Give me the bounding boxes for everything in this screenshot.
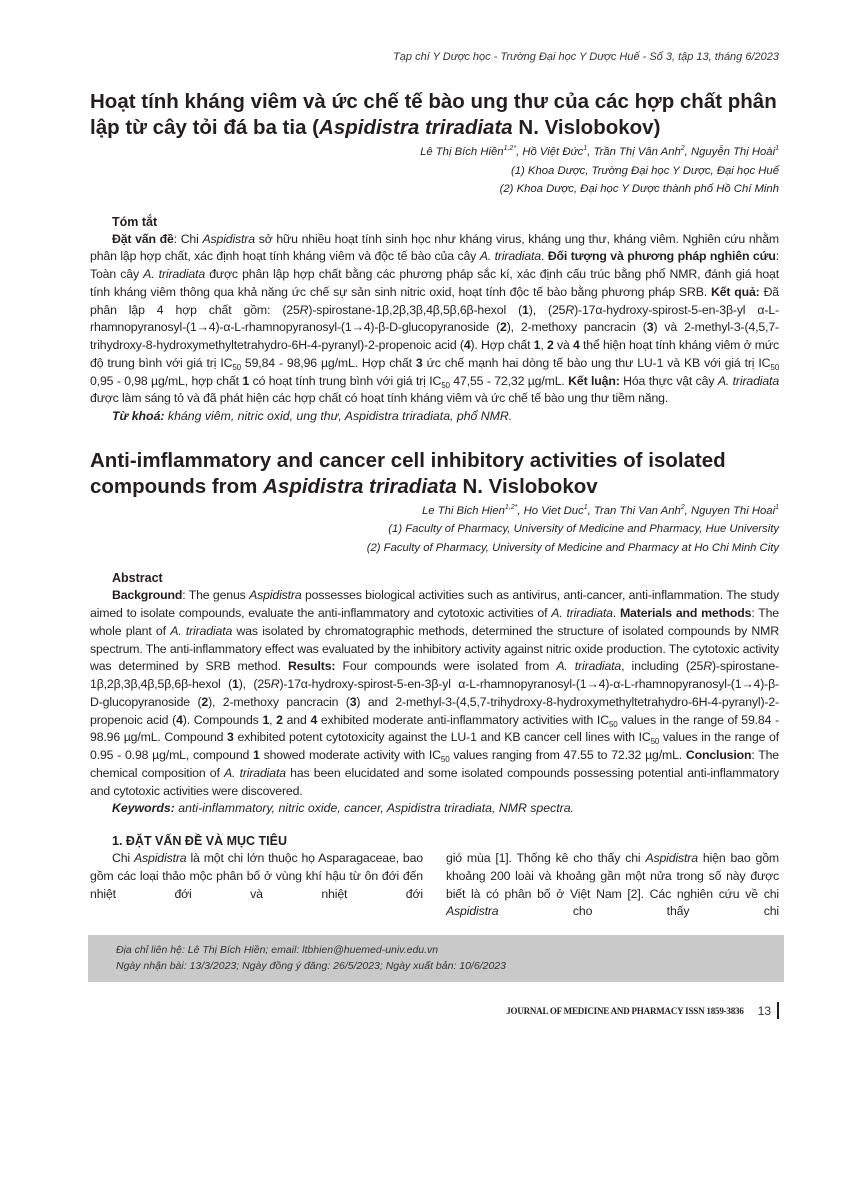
vn-abstract-text — [90, 231, 779, 409]
text-run: 47,55 - 72,32 µg/mL. — [449, 373, 569, 388]
section-heading: 1. ĐẶT VẤN ĐỀ VÀ MỤC TIÊU — [112, 834, 288, 848]
text-run: A. triradiata — [143, 267, 206, 281]
text-run: N. Vislobokov) — [512, 116, 661, 139]
en-abstract-section — [90, 569, 779, 818]
text-run: : Chi — [173, 231, 203, 246]
text-run: 1 — [232, 677, 239, 691]
text-run: Keywords: — [112, 801, 175, 816]
vn-abstract-section — [90, 213, 779, 426]
text-run: R — [565, 302, 575, 317]
text-run: Aspidistra triradiata — [263, 474, 457, 498]
text-run: ức chế mạnh hai dòng tế bào ung thư LU-1 và KB với giá trị IC — [422, 355, 771, 370]
text-run: Đã phân lập 4 hợp chất gồm: (25 — [90, 284, 779, 317]
text-run: N. Vislobokov — [456, 474, 598, 498]
text-run: Aspidistra triradiata — [319, 116, 513, 139]
text-run: 50 — [440, 755, 450, 764]
body-column-right — [446, 832, 779, 921]
dates-line: Ngày nhận bài: 13/3/2023; Ngày đồng ý đăng: 26/5/2023; Ngày xuất bản: 10/6/2023 — [116, 960, 506, 972]
vn-authors-block — [90, 143, 779, 199]
text-run: 1,2* — [504, 503, 518, 511]
vn-affiliation-1: (1) Khoa Dược, Trường Đại học Y Dược, Đại học Huế — [510, 164, 779, 177]
text-run: được phân lập hợp chất bằng các phương pháp sắc kí, xác định cấu trúc bằng phổ NMR, đánh giá hoạt tính kháng viêm thông qua khả năng ức chế sự sản sinh nitric oxid, hoạt tính độc tế bào bằng phương pháp SRB. — [90, 267, 779, 299]
text-run: 50 — [608, 719, 618, 729]
vn-title — [90, 89, 779, 141]
text-run: 3 — [227, 730, 234, 745]
text-run: 0,95 - 0,98 µg/mL, hợp chất — [90, 373, 243, 388]
text-run: 4 — [310, 712, 318, 727]
text-run: 1 — [583, 503, 588, 511]
text-run: showed moderate activity with IC — [259, 748, 441, 762]
text-run: 1 — [522, 302, 529, 317]
text-run: ). Hợp chất — [470, 338, 534, 352]
contact-info-box — [88, 935, 784, 982]
text-run: , Nguyen Thi Hoai — [684, 504, 776, 517]
en-keywords — [90, 800, 779, 818]
en-abstract-heading: Abstract — [112, 571, 163, 586]
text-run: Kết luận: — [568, 373, 620, 388]
text-run: 4 — [573, 338, 580, 352]
text-run: R — [299, 302, 309, 317]
text-run: . — [612, 606, 620, 620]
text-run: Le Thi Bich Hien — [422, 504, 505, 517]
text-run: 3 — [646, 320, 654, 335]
text-run: : Toàn cây — [90, 249, 779, 281]
contact-line: Địa chỉ liên hệ: Lê Thị Bích Hiền; email: ltbhien@huemed-univ.edu.vn — [116, 944, 439, 956]
text-run: values in the range of 0.95 - 0.98 µg/mL, compound — [90, 730, 779, 762]
text-run: 1 — [775, 503, 779, 511]
text-run: 50 — [650, 737, 660, 747]
en-abstract-text — [90, 587, 779, 800]
text-run: 1 — [583, 145, 588, 153]
text-run: Aspidistra — [249, 588, 302, 603]
text-run: sở hữu nhiều hoạt tính sinh học như kháng virus, kháng ung thư, kháng viêm. Nghiên cứu nhằm phân lập hợp chất, xác định hoạt tính kháng viêm và độc tế bào của cây — [90, 231, 779, 264]
text-run: possesses biological activities such as antivirus, anti-cancer, anti-inflammation. The study aimed to isolate compounds, evaluate the anti-inflammatory and cytotoxic activities of — [90, 588, 779, 620]
en-affiliation-2: (2) Faculty of Pharmacy, University of Medicine and Pharmacy at Ho Chi Minh City — [366, 541, 779, 554]
text-run: 2 — [201, 694, 209, 709]
text-run: has been elucidated and some isolated compounds possessing potential anti-inflammatory and cytotoxic activities were discovered. — [90, 765, 779, 798]
text-run: values ranging from 47.55 to 72.32 µg/mL. — [449, 748, 686, 762]
text-run: là một chi lớn thuộc họ Asparagaceae, bao gồm các loại thảo mộc phân bố ở vùng khí hậu từ ôn đới đến nhiệt đới và nhiệt đới — [90, 851, 423, 901]
text-run: Hóa thực vật cây — [619, 373, 718, 388]
en-title — [90, 448, 779, 500]
text-run: Aspidistra — [446, 904, 499, 919]
text-run: : The chemical composition of — [90, 748, 779, 780]
text-run: 1 — [262, 712, 270, 727]
text-run: was isolated by chromatographic methods, determined the structure of isolated compounds by NMR spectrum. The anti-inflammatory effect was evaluated by the inhibitory activity against nitric oxide production. The cytotoxic activity was determined by SRB method. — [90, 623, 779, 674]
text-run: 1 — [253, 748, 260, 762]
text-run: gió mùa [1]. Thống kê cho thấy chi — [446, 851, 646, 865]
text-run: 1 — [533, 338, 541, 352]
text-run: Aspidistra — [133, 851, 187, 865]
text-run: , Tran Thi Van Anh — [587, 504, 681, 517]
text-run: exhibited moderate anti-inflammatory activities with IC — [317, 712, 609, 727]
text-run: Materials and methods — [619, 606, 752, 620]
page-number: 13 — [757, 1003, 771, 1018]
text-run: , Hồ Việt Đức — [516, 146, 584, 158]
body-columns — [90, 832, 779, 921]
text-run: 1,2* — [503, 145, 517, 153]
text-run: 2 — [276, 712, 283, 727]
text-run: 50 — [441, 380, 450, 390]
text-run: Four compounds were isolated from — [335, 659, 557, 674]
text-run: được làm sáng tỏ và đã phát hiện các hợp chất có hoạt tính kháng viêm và ức chế tế bào ung thư tiềm năng. — [90, 391, 669, 406]
text-run: Aspidistra — [645, 851, 698, 865]
text-run: R — [270, 677, 280, 691]
text-run: Lê Thị Bích Hiền — [420, 146, 504, 158]
footer-row — [90, 1002, 779, 1019]
text-run: cho thấy chi — [498, 904, 779, 919]
vn-affiliation-2: (2) Khoa Dược, Đại học Y Dược thành phố Hồ Chí Minh — [499, 183, 779, 195]
text-run: Hoạt tính kháng viêm và ức chế tế bào ung thư của các hợp chất phân lập từ cây tỏi đá ba tia ( — [90, 90, 777, 139]
text-run: ) and 2-methyl-3-(4,5,7-trihydroxy-8-hydroxymethyltetrahydro-6H-4-pyranyl)-2-propenoic acid ( — [90, 694, 780, 727]
text-run: and — [282, 712, 311, 727]
page — [90, 0, 779, 1049]
text-run: , Ho Viet Duc — [517, 504, 584, 517]
text-run: ), 2-methoxy pancracin ( — [506, 320, 647, 335]
body-paragraph-left — [90, 850, 423, 903]
text-run: ), 2-methoxy pancracin ( — [208, 694, 350, 709]
text-run: , Trần Thị Vân Anh — [587, 146, 681, 158]
en-authors-block — [90, 502, 779, 558]
text-run: Background — [112, 588, 183, 603]
text-run: ), (25 — [528, 302, 566, 317]
text-run: 3 — [415, 355, 423, 370]
text-run: values in the range of 59.84 - 98.96 µg/mL. Compound — [90, 712, 779, 745]
text-run: : The genus — [182, 588, 250, 603]
running-header: Tạp chí Y Dược học - Trường Đại học Y Dược Huế - Số 3, tập 13, tháng 6/2023 — [393, 51, 779, 63]
en-affiliation-1: (1) Faculty of Pharmacy, University of Medicine and Pharmacy, Hue University — [388, 523, 779, 536]
text-run: Results: — [288, 659, 336, 674]
text-run: Kết quả: — [710, 284, 760, 299]
text-run: )-17α-hydroxy-spirost-5-en-3β-yl α-L-rhamnopyranosyl-(1→4)-α-L-rhamnopyranosyl-(1→4)-β-D-glucopyranoside ( — [90, 677, 779, 709]
text-run: ) và 2-methyl-3-(4,5,7-trihydroxy-8-hydroxymethyltetrahydro-6H-4-pyranyl)-2-propenoic acid ( — [90, 320, 779, 352]
text-run: Đặt vấn đề — [112, 231, 174, 246]
text-run: 2 — [680, 503, 685, 511]
text-run: 4 — [463, 338, 471, 352]
text-run: 3 — [349, 694, 357, 709]
text-run: 2 — [500, 320, 507, 335]
text-run: 4 — [176, 712, 183, 727]
text-run: )-17α-hydroxy-spirost-5-en-3β-yl α-L-rhamnopyranosyl-(1→4)-α-L-rhamnopyranosyl-(1→4)-β-D-glucopyranoside ( — [90, 302, 779, 335]
vn-abstract-heading: Tóm tắt — [112, 214, 158, 229]
text-run: Từ khoá: — [112, 409, 165, 423]
text-run: . — [540, 249, 548, 264]
text-run: , — [540, 338, 547, 352]
text-run: có hoạt tính trung bình với giá trị IC — [249, 373, 442, 388]
text-run: anti-inflammatory, nitric oxide, cancer, Aspidistra triradiata, NMR spectra. — [174, 801, 574, 816]
text-run: exhibited potent cytotoxicity against the LU-1 and KB cancer cell lines with IC — [233, 730, 651, 745]
text-run: 59,84 - 98,96 µg/mL. Hợp chất — [240, 355, 416, 370]
text-run: A. triradiata — [717, 373, 780, 388]
journal-footer: JOURNAL OF MEDICINE AND PHARMACY ISSN 1859-3836 — [506, 1005, 744, 1016]
text-run: Anti-imflammatory and cancer cell inhibitory activities of isolated compounds from — [90, 448, 726, 498]
text-run: 2 — [680, 145, 685, 153]
text-run: Aspidistra — [202, 231, 255, 246]
en-authors — [90, 502, 779, 521]
text-run: Conclusion — [685, 748, 752, 762]
text-run: , — [269, 712, 277, 727]
text-run: ). Compounds — [182, 712, 263, 727]
text-run: R — [703, 659, 712, 674]
text-run: A. triradiata — [479, 249, 541, 264]
text-run: kháng viêm, nitric oxid, ung thư, Aspidistra triradiata, phổ NMR. — [164, 409, 513, 423]
text-run: Đối tượng và phương pháp nghiên cứu — [547, 249, 776, 264]
text-run: A. triradiata — [224, 765, 286, 780]
text-run: 2 — [546, 338, 554, 352]
text-run: )-spirostane-1β,2β,3β,4β,5β,6β-hexol ( — [90, 659, 780, 691]
text-run: : The whole plant of — [90, 606, 779, 638]
text-run: A. triradiata — [551, 606, 613, 620]
body-column-left — [90, 832, 423, 921]
text-run: hiện bao gồm khoảng 200 loài và khoảng gần một nửa trong số này được biết là có phân bố ở Việt Nam [2]. Các nghiên cứu về chi — [446, 851, 779, 901]
text-run: thể hiện hoạt tính kháng viêm ở mức độ trung bình với giá trị IC — [90, 338, 779, 370]
page-number-bar — [777, 1002, 779, 1019]
text-run: )-spirostane-1β,2β,3β,4β,5β,6β-hexol ( — [308, 302, 523, 317]
body-paragraph-right — [446, 850, 779, 921]
text-run: A. triradiata — [170, 623, 233, 638]
vn-authors — [90, 143, 779, 162]
text-run: ), (25 — [238, 677, 271, 691]
text-run: 50 — [232, 362, 241, 372]
vn-keywords — [90, 408, 779, 426]
text-run: , Nguyễn Thị Hoài — [684, 146, 776, 158]
text-run: 1 — [242, 373, 250, 388]
text-run: 1 — [775, 145, 779, 153]
text-run: , including (25 — [621, 659, 704, 674]
text-run: 50 — [770, 362, 779, 372]
text-run: Chi — [112, 851, 134, 865]
text-run: và — [553, 338, 573, 352]
text-run: A. triradiata — [556, 659, 622, 674]
